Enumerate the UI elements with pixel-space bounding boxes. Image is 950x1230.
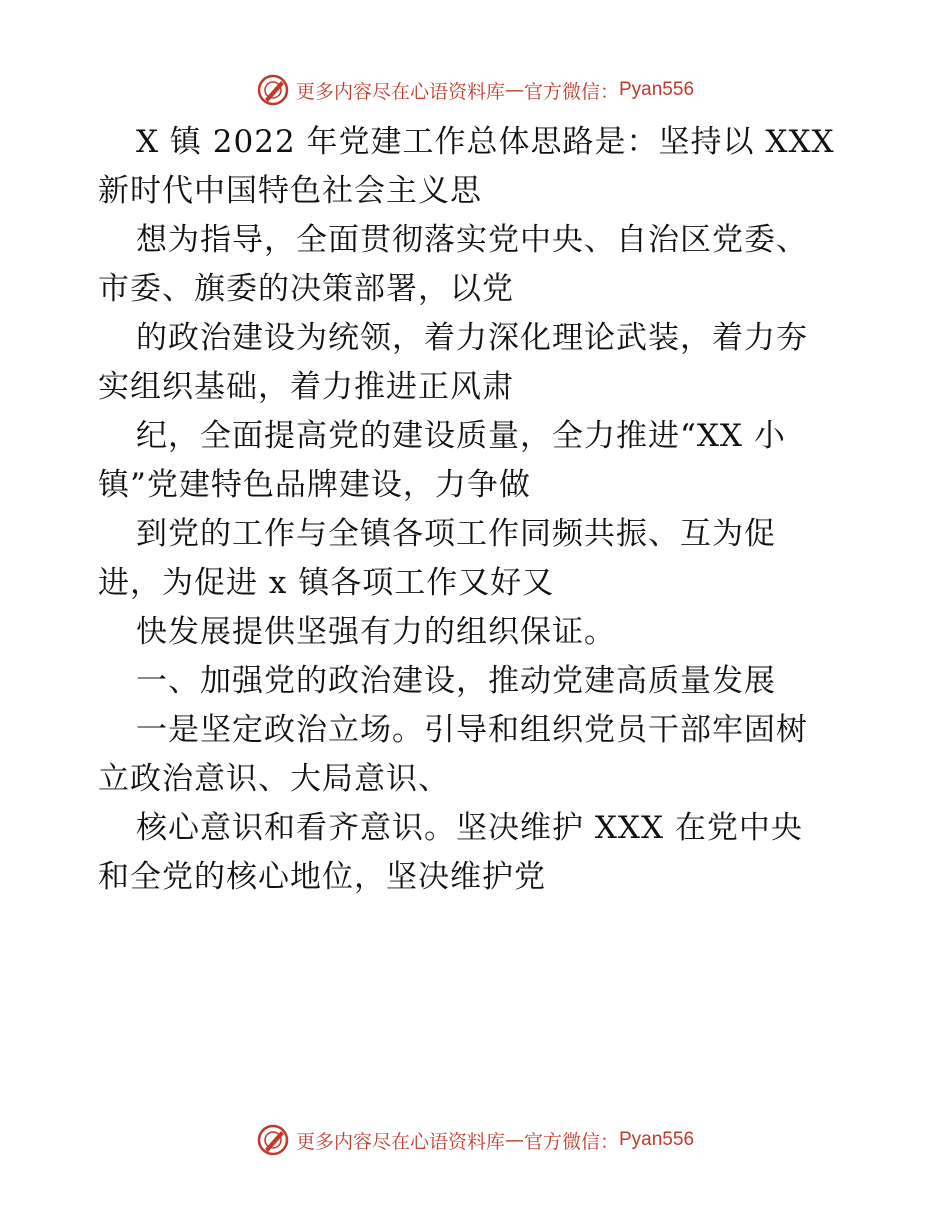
banner-separator: —	[504, 1129, 524, 1151]
text-line: 和全党的核心地位，坚决维护党	[98, 859, 546, 895]
wechat-label: 官方微信：	[523, 80, 619, 103]
text-line: 到党的工作与全镇各项工作同频共振、互为促	[136, 516, 776, 552]
wechat-id: Pyan556	[619, 79, 695, 100]
pen-circle-icon	[256, 1123, 290, 1157]
wechat-label: 官方微信：	[523, 1130, 619, 1153]
wechat-id: Pyan556	[619, 1129, 695, 1150]
text-line: 镇”党建特色品牌建设，力争做	[98, 467, 531, 503]
text-line: 新时代中国特色社会主义思	[98, 173, 482, 209]
text-line: 的政治建设为统领，着力深化理论武装，着力夯	[136, 320, 808, 356]
text-line: 想为指导，全面贯彻落实党中央、自治区党委、	[136, 222, 808, 258]
banner-separator: —	[504, 79, 524, 101]
text-line: 立政治意识、大局意识、	[98, 761, 450, 797]
text-line: X 镇 2022 年党建工作总体思路是：坚持以 XXX	[136, 124, 835, 160]
document-body	[98, 118, 858, 902]
text-line: 核心意识和看齐意识。坚决维护 XXX 在党中央	[136, 810, 803, 846]
pen-circle-icon	[256, 73, 290, 107]
text-line: 市委、旗委的决策部署，以党	[98, 271, 514, 307]
site-name: 更多内容尽在心语资料库	[295, 1130, 505, 1153]
section-heading: 一、加强党的政治建设，推动党建高质量发展	[136, 663, 776, 699]
text-line: 进，为促进 x 镇各项工作又好又	[98, 565, 555, 601]
site-name: 更多内容尽在心语资料库	[295, 80, 505, 103]
header-banner	[0, 70, 950, 110]
text-line: 快发展提供坚强有力的组织保证。	[136, 614, 616, 650]
footer-banner	[0, 1120, 950, 1160]
text-line: 实组织基础，着力推进正风肃	[98, 369, 514, 405]
text-line: 一是坚定政治立场。引导和组织党员干部牢固树	[136, 712, 808, 748]
text-line: 纪，全面提高党的建设质量，全力推进“XX 小	[136, 418, 786, 454]
